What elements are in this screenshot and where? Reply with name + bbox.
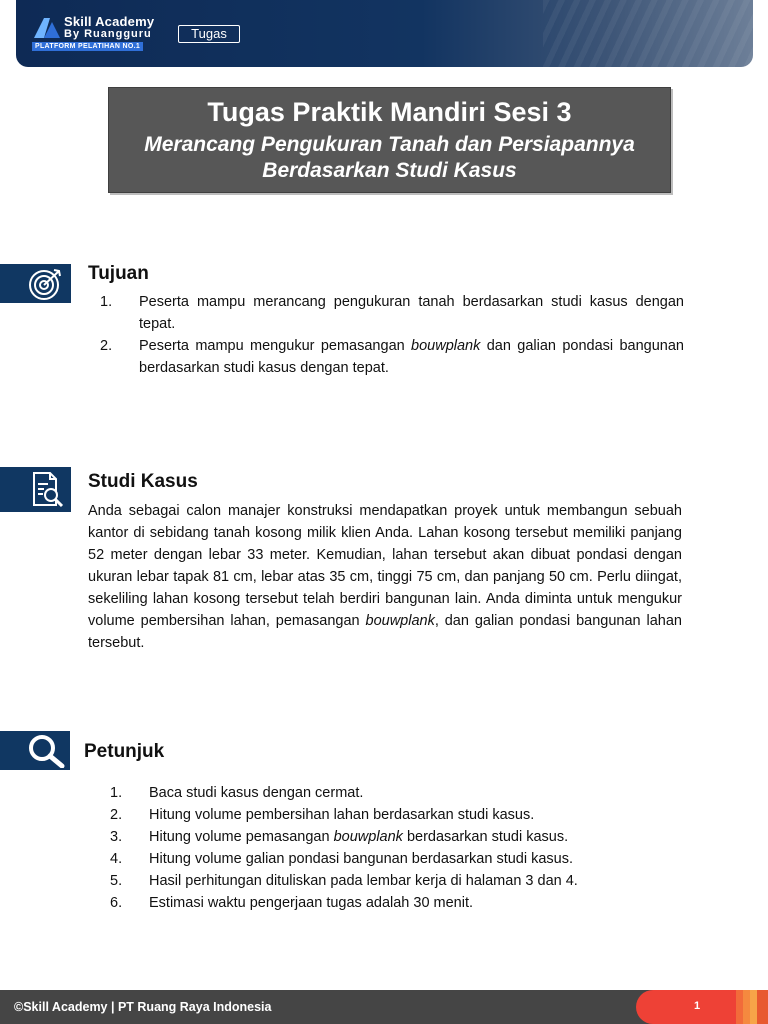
brand-tagline: PLATFORM PELATIHAN NO.1	[32, 42, 143, 51]
body-text: , dan galian pondasi bangunan lahan tersebut.	[88, 613, 682, 651]
list-text-part: Hitung volume pembersihan lahan berdasarkan studi kasus.	[149, 807, 535, 823]
petunjuk-heading: Petunjuk	[84, 741, 165, 762]
list-text	[149, 892, 684, 914]
petunjuk-icon-tab	[0, 731, 70, 770]
list-text	[149, 782, 684, 804]
body-emphasis: bouwplank	[365, 613, 435, 629]
list-text-part: berdasarkan studi kasus.	[402, 829, 569, 845]
list-number: 6.	[110, 895, 123, 911]
list-item	[110, 848, 684, 870]
document-search-icon	[30, 471, 66, 509]
list-item	[110, 804, 684, 826]
tujuan-list	[100, 291, 684, 379]
list-text-part: Hitung volume galian pondasi bangunan berdasarkan studi kasus.	[149, 851, 574, 867]
subtitle-line-2: Berdasarkan Studi Kasus	[262, 159, 517, 182]
skill-academy-logo-icon	[32, 16, 62, 40]
brand-title: Skill Academy	[64, 14, 155, 29]
list-text-part: Hasil perhitungan dituliskan pada lembar kerja di halaman 3 dan 4.	[149, 873, 578, 889]
list-number: 1.	[110, 785, 123, 801]
studi-kasus-heading: Studi Kasus	[88, 471, 198, 492]
body-text: Anda sebagai calon manajer konstruksi mendapatkan proyek untuk membangun sebuah kantor di sebidang tanah kosong milik klien Anda. Lahan kosong tersebut memiliki panjang 52 meter dengan lebar 33 meter. Kemudian, lahan tersebut akan dibuat pondasi dengan ukuran lebar tapak 81 cm, lebar atas 35 cm, tinggi 75 cm, dan panjang 50 cm. Perlu diingat, sekeliling lahan kosong tersebut telah berdiri bangunan lain. Anda diminta untuk mengukur volume pembersihan lahan, pemasangan	[88, 503, 682, 629]
list-text	[149, 804, 684, 826]
title-box	[108, 87, 671, 193]
page-subtitle	[109, 132, 670, 184]
list-number: 2.	[100, 338, 113, 354]
list-text-part: Peserta mampu mengukur pemasangan	[139, 338, 412, 354]
list-item	[100, 335, 684, 379]
list-item	[110, 782, 684, 804]
footer-page-pill	[636, 990, 736, 1024]
list-number: 5.	[110, 873, 123, 889]
list-text-part: Estimasi waktu pengerjaan tugas adalah 30 menit.	[149, 895, 474, 911]
list-text	[149, 848, 684, 870]
list-text	[139, 335, 684, 379]
list-item	[110, 870, 684, 892]
list-number: 3.	[110, 829, 123, 845]
list-text	[149, 826, 684, 848]
page-number: 1	[694, 1000, 701, 1012]
list-item	[110, 892, 684, 914]
list-number: 2.	[110, 807, 123, 823]
target-icon	[26, 267, 66, 301]
footer-stripe	[750, 990, 757, 1024]
brand-subtitle: By Ruangguru	[64, 28, 152, 40]
list-text-part: Baca studi kasus dengan cermat.	[149, 785, 364, 801]
tujuan-icon-tab	[0, 264, 71, 303]
subtitle-line-1: Merancang Pengukuran Tanah dan Persiapannya	[144, 133, 635, 156]
list-text-part: Hitung volume pemasangan	[149, 829, 334, 845]
footer-stripe	[743, 990, 750, 1024]
page-title: Tugas Praktik Mandiri Sesi 3	[207, 97, 572, 127]
list-text-emphasis: bouwplank	[411, 338, 481, 354]
footer-copyright: ©Skill Academy | PT Ruang Raya Indonesia	[14, 1000, 272, 1014]
list-text: Peserta mampu merancang pengukuran tanah berdasarkan studi kasus dengan tepat.	[139, 294, 684, 332]
list-text-part: dan galian pondasi bangunan berdasarkan studi kasus dengan tepat.	[139, 338, 684, 376]
list-number: 1.	[100, 294, 113, 310]
footer-stripe	[736, 990, 743, 1024]
list-number: 4.	[110, 851, 123, 867]
studi-kasus-body	[88, 500, 682, 654]
tugas-badge: Tugas	[178, 25, 240, 43]
footer-stripe	[757, 990, 768, 1024]
tujuan-heading: Tujuan	[88, 263, 149, 284]
page-header	[16, 0, 753, 67]
list-item	[110, 826, 684, 848]
studi-kasus-icon-tab	[0, 467, 71, 512]
magnifier-icon	[26, 733, 66, 768]
page-footer	[0, 990, 768, 1024]
header-background-art	[543, 0, 753, 67]
petunjuk-list	[110, 782, 684, 914]
list-item	[100, 291, 684, 335]
list-text-emphasis: bouwplank	[333, 829, 403, 845]
list-text	[149, 870, 684, 892]
